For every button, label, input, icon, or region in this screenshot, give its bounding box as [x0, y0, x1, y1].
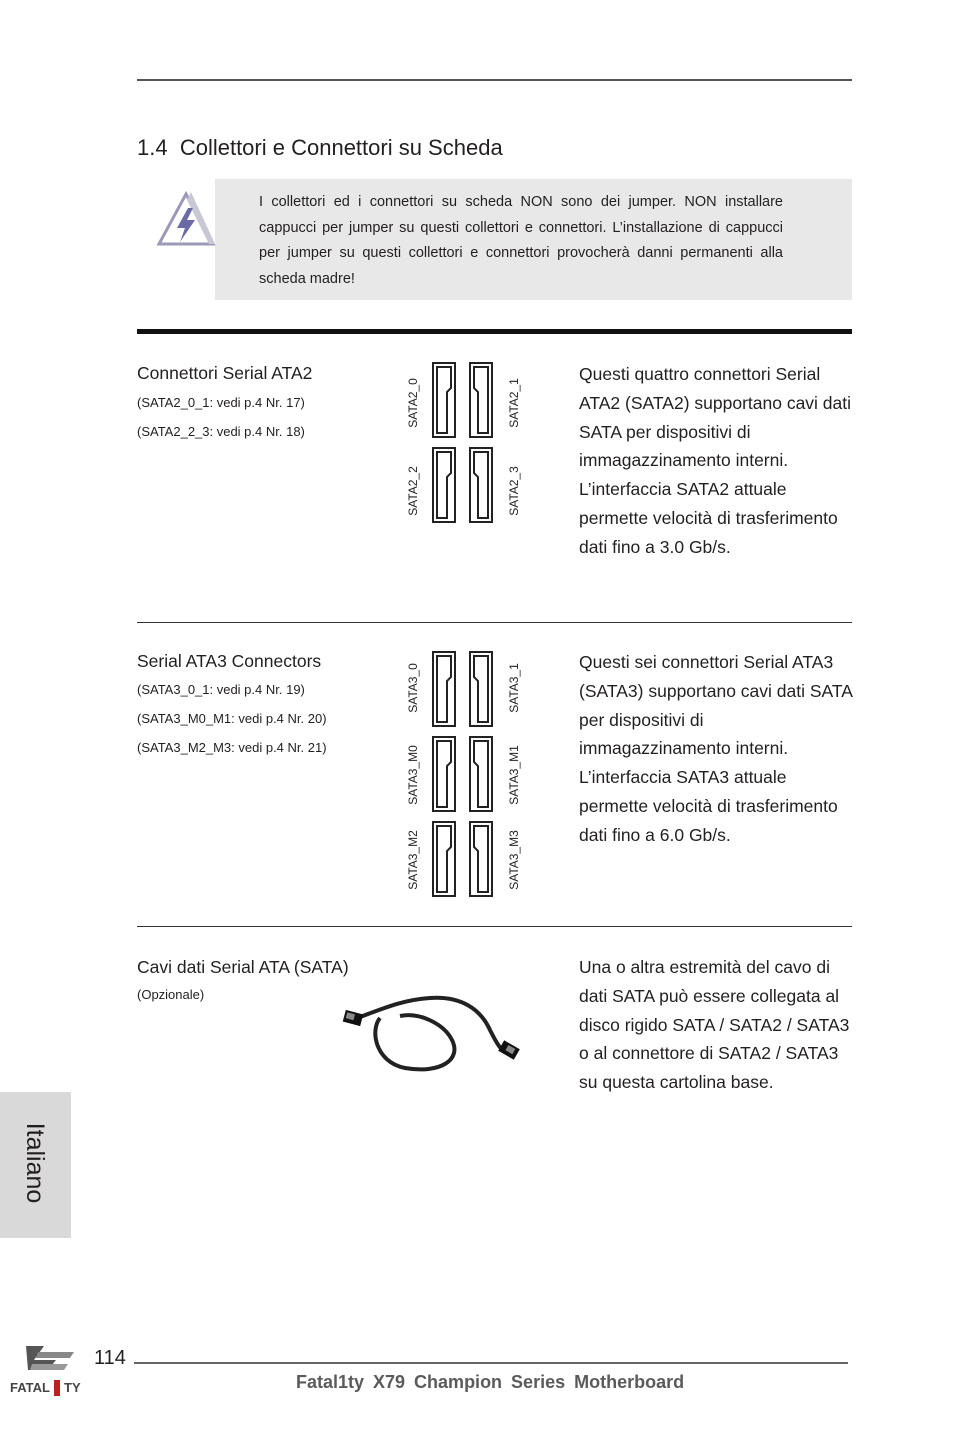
section-number: 1.4 [137, 135, 168, 160]
sata-cable-image [340, 990, 522, 1080]
sata2-2-label: SATA2_2 [406, 466, 420, 516]
sata2-2-connector [432, 447, 456, 523]
sata3-1-connector [469, 651, 493, 727]
section-title-text: Collettori e Connettori su Scheda [179, 135, 503, 160]
sata2-ref-0: (SATA2_0_1: vedi p.4 Nr. 17) [137, 395, 305, 410]
cable-title: Cavi dati Serial ATA (SATA) [137, 957, 349, 977]
sata2-0-connector [432, 362, 456, 438]
sata2-3-connector [469, 447, 493, 523]
sata2-ref-1: (SATA2_2_3: vedi p.4 Nr. 18) [137, 424, 305, 439]
sata3-description: Questi sei connettori Serial ATA3 (SATA3) supportano cavi dati SATA per dispositivi di immagazzinamento interni. L’interfaccia SATA3 attuale permette velocità di trasferimento dati fino a 6.0 Gb/s. [579, 652, 852, 845]
sata2-0-label: SATA2_0 [406, 378, 420, 428]
warning-icon [155, 188, 217, 250]
svg-text:FATAL: FATAL [10, 1380, 50, 1395]
footer-rule [134, 1362, 848, 1364]
fatal1ty-logo [8, 1340, 92, 1402]
sata3-m3-connector [469, 821, 493, 897]
sata3-0-connector [432, 651, 456, 727]
sata2-1-connector [469, 362, 493, 438]
sata3-ref-0: (SATA3_0_1: vedi p.4 Nr. 19) [137, 682, 305, 697]
svg-text:TY: TY [64, 1380, 81, 1395]
sata3-m3-label: SATA3_M3 [507, 830, 521, 890]
sata3-ref-2: (SATA3_M2_M3: vedi p.4 Nr. 21) [137, 740, 327, 755]
cable-description: Una o altra estremità del cavo di dati SATA può essere collegata al disco rigido SATA / SATA2 / SATA3 o al connettore di SATA2 / SATA3 su questa cartolina base. [579, 957, 850, 1093]
sata3-m2-connector [432, 821, 456, 897]
warning-text: I collettori ed i connettori su scheda NON sono dei jumper. NON installare cappucci per jumper su questi collettori e connettori. L’installazione di cappucci per jumper su questi collettori e connettori provocherà danni permanenti alla scheda madre! [259, 194, 783, 287]
sata3-ref-1: (SATA3_M0_M1: vedi p.4 Nr. 20) [137, 711, 327, 726]
cable-note: (Opzionale) [137, 987, 205, 1002]
sata3-0-label: SATA3_0 [406, 663, 420, 713]
sata3-m0-connector [432, 736, 456, 812]
row-divider-2 [137, 926, 852, 927]
sata3-m2-label: SATA3_M2 [406, 830, 420, 890]
sata2-description: Questi quattro connettori Serial ATA2 (SATA2) supportano cavi dati SATA per dispositivi di immagazzinamento interni. L’interfaccia SATA2 attuale permette velocità di trasferimento dati fino a 3.0 Gb/s. [579, 364, 852, 557]
sata2-title: Connettori Serial ATA2 [137, 363, 313, 383]
sata3-m1-connector [469, 736, 493, 812]
section-title [137, 135, 503, 161]
language-tab-label: Italiano [21, 1122, 49, 1204]
sata3-1-label: SATA3_1 [507, 663, 521, 713]
page-number: 114 [94, 1347, 126, 1369]
section-divider [137, 329, 852, 334]
row-divider-1 [137, 622, 852, 623]
top-rule [137, 79, 852, 81]
sata3-m1-label: SATA3_M1 [507, 745, 521, 805]
fatal1ty-logo-icon [8, 1340, 92, 1402]
sata2-1-label: SATA2_1 [507, 378, 521, 428]
footer-title: Fatal1ty X79 Champion Series Motherboard [296, 1372, 685, 1392]
sata3-m0-label: SATA3_M0 [406, 745, 420, 805]
sata2-3-label: SATA2_3 [507, 466, 521, 516]
sata3-title: Serial ATA3 Connectors [137, 651, 322, 671]
